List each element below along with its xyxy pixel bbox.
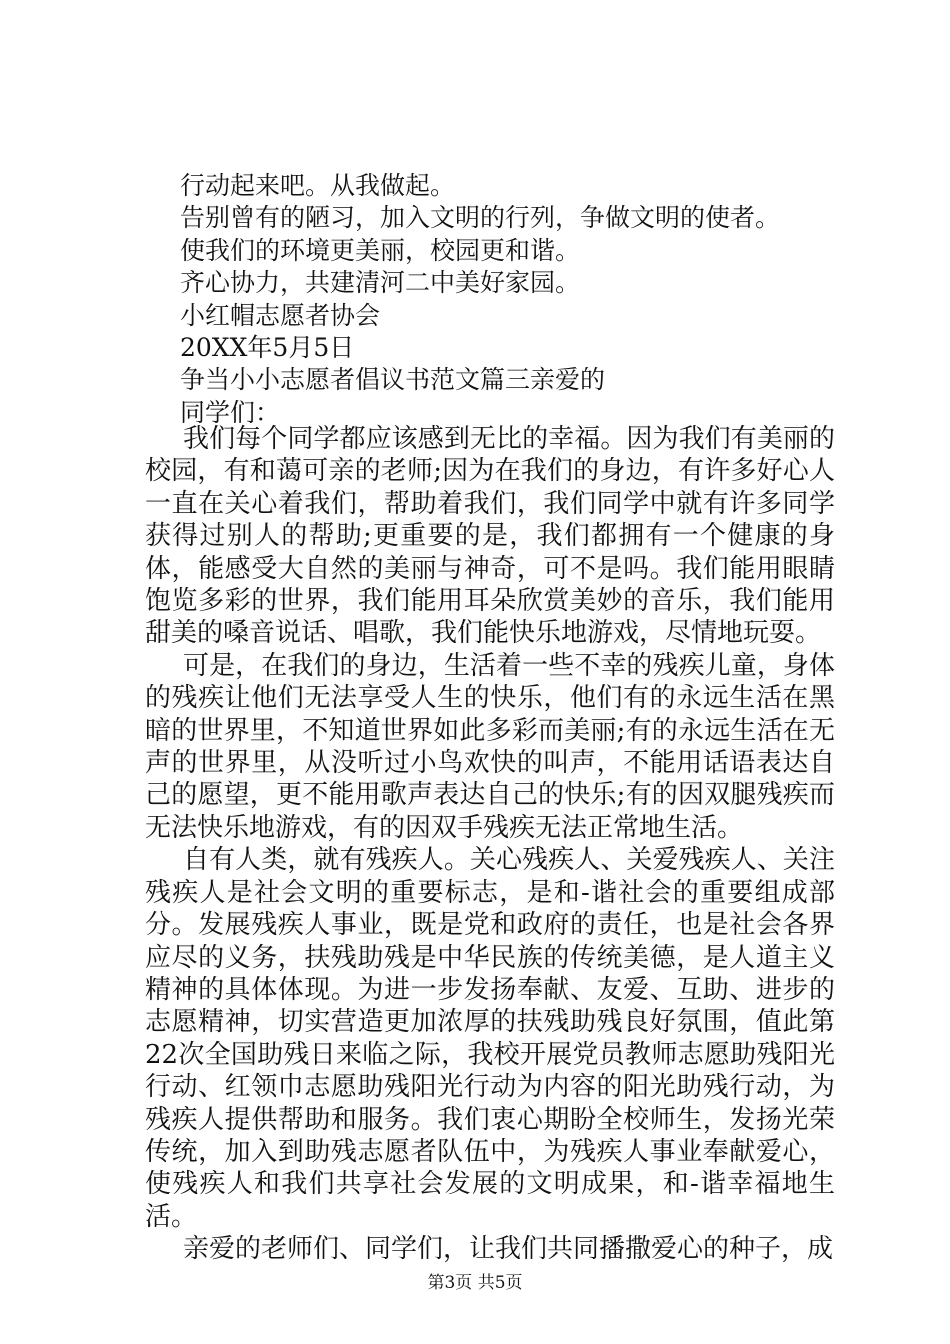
line-farewell: 告别曾有的陋习，加入文明的行列，争做文明的使者。: [180, 203, 781, 233]
section-title: 争当小小志愿者倡议书范文篇三亲爱的: [180, 365, 606, 395]
salutation: 同学们：: [180, 397, 281, 427]
paragraph-disabled-children: 可是，在我们的身边，生活着一些不幸的残疾儿童，身体的残疾让他们无法享受人生的快乐，他们有的永远生活在黑暗的世界里，不知道世界如此多彩而美丽;有的永远生活在无声的世界里，从没听过小鸟欢快的叫声，不能用话语表达自己的愿望，更不能用歌声表达自己的快乐;有的因双腿残疾而无法快乐地游戏，有的因双手残疾无法正常地生活。: [145, 650, 835, 843]
line-unite: 齐心协力，共建清河二中美好家园。: [180, 268, 581, 298]
signature-organization: 小红帽志愿者协会: [180, 300, 381, 330]
signature-date: 20XX年5月5日: [180, 332, 355, 362]
line-action: 行动起来吧。从我做起。: [180, 171, 456, 200]
paragraph-happiness: 我们每个同学都应该感到无比的幸福。因为我们有美丽的校园，有和蔼可亲的老师;因为在我们的身边，有许多好心人一直在关心着我们，帮助着我们，我们同学中就有许多同学获得过别人的帮助;更重要的是，我们都拥有一个健康的身体，能感受大自然的美丽与神奇，可不是吗。我们能用眼睛饱览多彩的世界，我们能用耳朵欣赏美妙的音乐，我们能用甜美的嗓音说话、唱歌，我们能快乐地游戏，尽情地玩耍。: [145, 424, 835, 649]
body-text: [145, 423, 835, 1266]
paragraph-closing: 亲爱的老师们、同学们，让我们共同播撒爱心的种子，成: [183, 1234, 834, 1265]
short-lines-block: [180, 170, 780, 429]
paragraph-call-to-action: 自有人类，就有残疾人。关心残疾人、关爱残疾人、关注残疾人是社会文明的重要标志，是和-谐社会的重要组成部分。发展残疾人事业，既是党和政府的责任，也是社会各界应尽的义务，扶残助残是中华民族的传统美德，是人道主义精神的具体体现。为进一步发扬奉献、友爱、互助、进步的志愿精神，切实营造更加浓厚的扶残助残良好氛围，值此第22次全国助残日来临之际，我校开展党员教师志愿助残阳光行动、红领巾志愿助残阳光行动为内容的阳光助残行动，为残疾人提供帮助和服务。我们衷心期盼全校师生，发扬光荣传统，加入到助残志愿者队伍中，为残疾人事业奉献爱心，使残疾人和我们共享社会发展的文明成果，和-谐幸福地生活。: [145, 845, 835, 1232]
page-footer: 第3页 共5页: [427, 1273, 523, 1293]
line-environment: 使我们的环境更美丽，校园更和谐。: [180, 235, 581, 265]
